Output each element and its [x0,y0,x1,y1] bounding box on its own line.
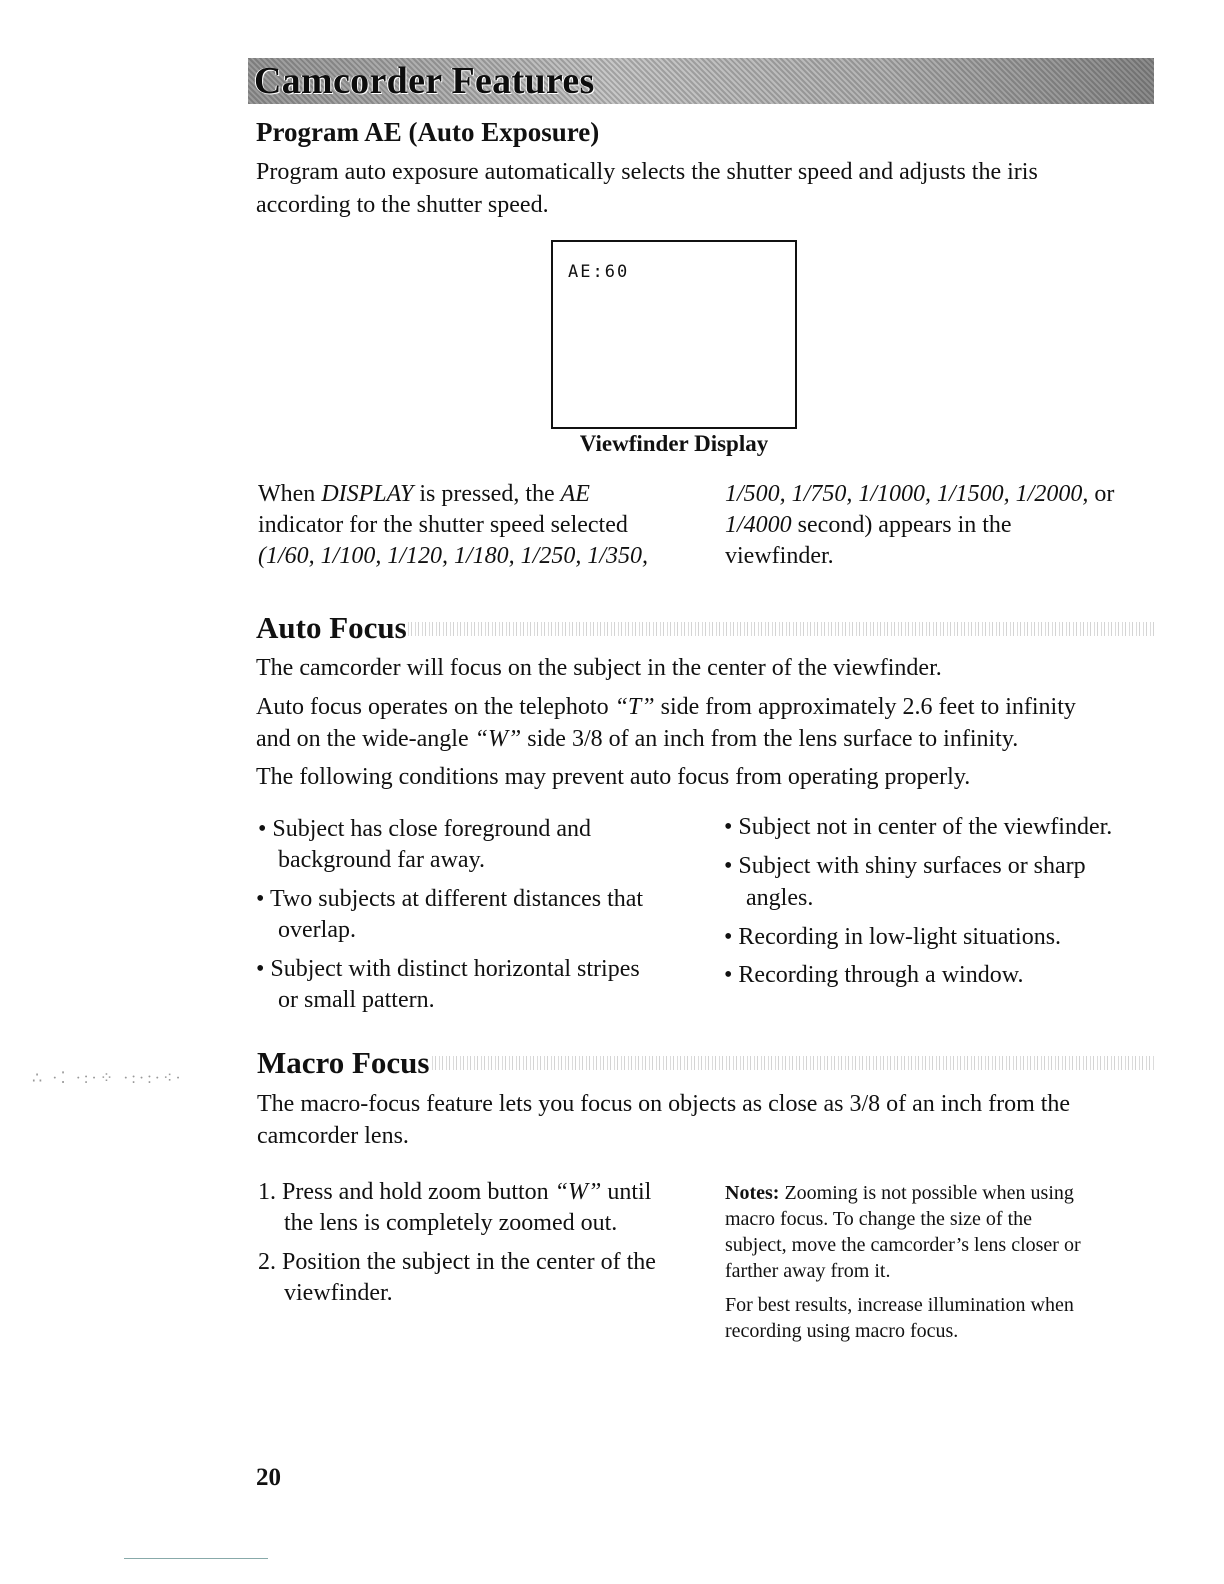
notes-tip-line-2: recording using macro focus. [725,1320,959,1342]
bullet-left-3-cont: or small pattern. [278,987,435,1013]
ae-right-line-1: 1/500, 1/750, 1/1000, 1/1500, 1/2000, or [725,481,1115,507]
program-ae-intro-2: according to the shutter speed. [256,192,549,218]
ae-right-line-3: viewfinder. [725,543,834,569]
macro-step-1-cont: the lens is completely zoomed out. [284,1210,618,1236]
auto-focus-p2: Auto focus operates on the telephoto “T” side from approximately 2.6 feet to infinity [256,694,1076,720]
bullet-right-1: • Subject not in center of the viewfinder. [724,814,1113,840]
macro-focus-heading: Macro Focus [257,1045,430,1080]
auto-focus-p1: The camcorder will focus on the subject in the center of the viewfinder. [256,655,942,681]
bullet-left-3: • Subject with distinct horizontal stripes [256,956,640,982]
ae-left-line-3: (1/60, 1/100, 1/120, 1/180, 1/250, 1/350, [258,543,648,569]
page-number: 20 [256,1464,281,1491]
program-ae-heading: Program AE (Auto Exposure) [256,117,600,147]
macro-step-2: 2. Position the subject in the center of the [258,1249,656,1275]
auto-focus-p3: and on the wide-angle “W” side 3/8 of an inch from the lens surface to infinity. [256,726,1019,752]
page-title: Camcorder Features [254,60,595,102]
macro-focus-heading-rule [432,1056,1154,1070]
notes-line-4: farther away from it. [725,1260,891,1282]
viewfinder-ae-readout: AE:60 [568,262,630,282]
bullet-left-1-cont: background far away. [278,847,486,873]
bullet-right-2: • Subject with shiny surfaces or sharp [724,853,1086,879]
auto-focus-p4: The following conditions may prevent auto focus from operating properly. [256,764,971,790]
program-ae-intro-1: Program auto exposure automatically selects the shutter speed and adjusts the iris [256,159,1038,185]
macro-step-2-cont: viewfinder. [284,1280,393,1306]
notes-tip-line-1: For best results, increase illumination when [725,1294,1074,1316]
bullet-left-1: • Subject has close foreground and [258,816,591,842]
macro-focus-p1: The macro-focus feature lets you focus on objects as close as 3/8 of an inch from the [257,1091,1071,1117]
bullet-left-2-cont: overlap. [278,917,356,943]
ae-left-line-2: indicator for the shutter speed selected [258,512,628,538]
notes-line-2: macro focus. To change the size of the [725,1208,1033,1230]
macro-focus-p2: camcorder lens. [257,1123,409,1149]
bullet-right-2-cont: angles. [746,885,814,911]
bullet-right-4: • Recording through a window. [724,962,1024,988]
viewfinder-caption: Viewfinder Display [579,431,769,456]
notes-line-3: subject, move the camcorder’s lens closer or [725,1234,1081,1256]
footer-line [124,1558,268,1559]
auto-focus-heading-rule [408,622,1154,636]
ae-left-line-1: When DISPLAY is pressed, the AE [258,481,590,507]
macro-step-1: 1. Press and hold zoom button “W” until [258,1179,652,1205]
auto-focus-heading: Auto Focus [256,610,407,645]
bullet-left-2: • Two subjects at different distances that [256,886,644,912]
bullet-right-3: • Recording in low-light situations. [724,924,1062,950]
notes-line-1: Notes: Zooming is not possible when using [725,1182,1074,1204]
ae-right-line-2: 1/4000 second) appears in the [725,512,1012,538]
scan-speckle: ∴ ·⁚ ·:·⁘ ·:·:·⁖· [32,1070,184,1087]
